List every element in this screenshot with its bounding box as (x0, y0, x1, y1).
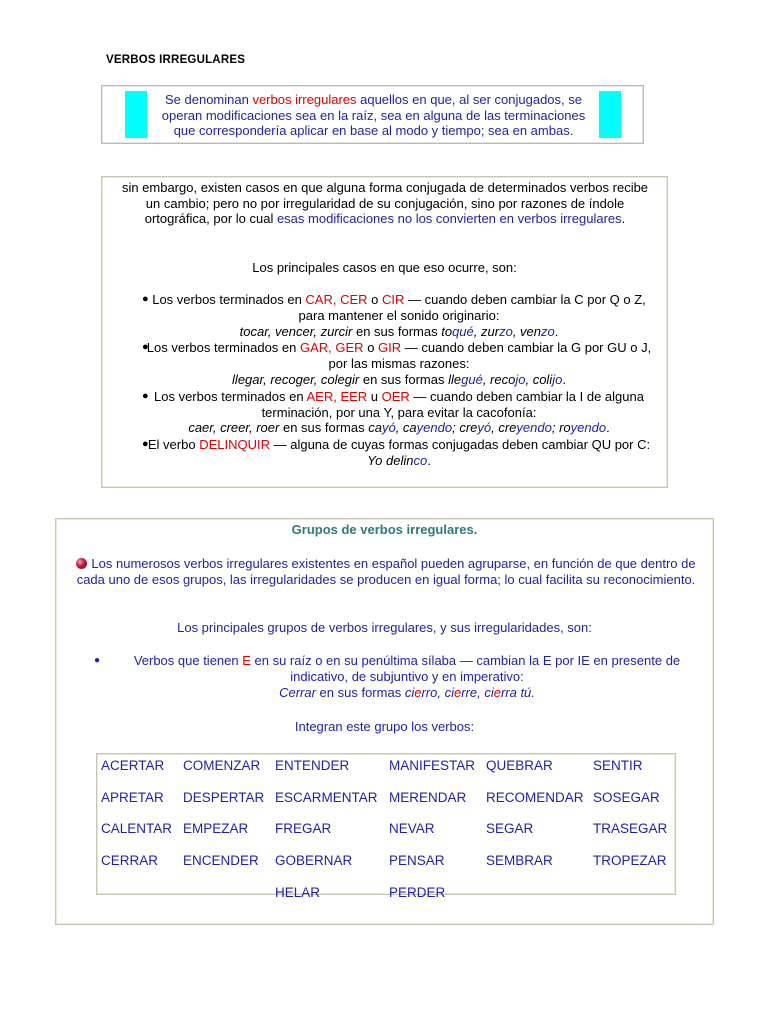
verb-cell: ENTENDER (275, 758, 350, 773)
cyan-bar-left (125, 91, 147, 138)
verb-cell: TRASEGAR (593, 821, 668, 836)
verb-cell: CALENTAR (101, 821, 173, 836)
verb-cell: RECOMENDAR (486, 790, 584, 805)
verb-cell: COMENZAR (183, 758, 261, 773)
groups-box (55, 518, 714, 925)
exceptions-lead: Los principales casos en que eso ocurre, son: (252, 260, 517, 275)
verb-cell: TROPEZAR (593, 853, 667, 868)
bullet-icon: ● (142, 293, 149, 305)
groups-title: Grupos de verbos irregulares. (291, 522, 478, 537)
verb-cell: ENCENDER (183, 853, 259, 868)
bullet-icon: ● (142, 341, 149, 354)
verbs-lead: Integran este grupo los verbos: (294, 719, 475, 734)
verb-cell: NEVAR (389, 821, 435, 836)
verb-cell: PENSAR (389, 853, 445, 868)
verb-cell: EMPEZAR (183, 821, 249, 836)
verb-cell: FREGAR (275, 821, 332, 836)
list-item: ● Los verbos terminados en AER, EER u OER — cuando deben cambiar la I de alguna terminación, por una Y, para evitar la cacofonía: caer, creer, roer en sus formas cayó, cayendo; creyó, creyendo; royendo. (142, 388, 644, 436)
bullet-icon: ● (142, 438, 149, 451)
page-title: VERBOS IRREGULARES (106, 54, 246, 66)
verb-cell: ACERTAR (101, 758, 165, 773)
list-item: ● Los verbos terminados en GAR, GER o GIR — cuando deben cambiar la G por GU o J, por las mismas razones: llegar, recoger, colegir en sus formas llegué, recojo, colijo. (142, 340, 652, 387)
verb-cell: APRETAR (101, 790, 164, 805)
groups-intro: Los numerosos verbos irregulares existentes en español pueden agruparse, en función de que dentro de cada uno de esos grupos, las irregularidades se producen en igual forma; lo cual facilita su reconocimiento. (76, 556, 696, 587)
list-item: ● El verbo DELINQUIR — alguna de cuyas formas conjugadas deben cambiar QU por C: Yo delinco. (142, 437, 651, 468)
verb-cell: MANIFESTAR (389, 758, 476, 773)
verb-cell: PERDER (389, 885, 446, 900)
cyan-bar-right (599, 91, 621, 138)
verb-cell: SOSEGAR (593, 790, 660, 805)
exceptions-intro: sin embargo, existen casos en que alguna forma conjugada de determinados verbos recibe un cambio; pero no por irregularidad de su conjugación, sino por razones de índole ortográfica, por lo cual esas modificaciones no los convierten en verbos irregulares. (121, 180, 649, 226)
verb-cell: MERENDAR (389, 790, 467, 805)
exceptions-box (101, 176, 668, 488)
verb-cell: ESCARMENTAR (275, 790, 378, 805)
verb-cell: QUEBRAR (486, 758, 553, 773)
exceptions-list (140, 292, 658, 469)
definition-text: Se denominan verbos irregulares aquellos en que, al ser conjugados, se operan modificaciones sea en la raíz, sea en alguna de las terminaciones que correspondería aplicar en base al modo y tiempo; sea en ambas. (161, 92, 586, 138)
definition-box (101, 85, 644, 144)
verb-cell: CERRAR (101, 853, 159, 868)
bullet-icon: ● (94, 655, 101, 666)
verb-cell: DESPERTAR (183, 790, 265, 805)
verb-cell: SENTIR (593, 758, 643, 773)
verbs-table (96, 753, 676, 900)
verb-cell: SEGAR (486, 821, 534, 836)
bullet-icon: ● (142, 389, 149, 402)
verb-cell: GOBERNAR (275, 853, 353, 868)
list-item: ● Los verbos terminados en CAR, CER o CIR — cuando deben cambiar la C por Q o Z, para mantener el sonido originario: tocar, vencer, zurcir en sus formas toqué, zurzo, venzo. (142, 292, 646, 339)
group-item: Verbos que tienen E en su raíz o en su penúltima sílaba — cambian la E por IE en presente de indicativo, de subjuntivo y en imperativo: Cerrar en sus formas cierro, cierre, cierra tú. (133, 653, 681, 700)
groups-lead: Los principales grupos de verbos irregulares, y sus irregularidades, son: (177, 620, 592, 635)
verb-cell: HELAR (275, 885, 321, 900)
verb-cell: SEMBRAR (486, 853, 553, 868)
bullet-ball-icon (76, 558, 87, 569)
